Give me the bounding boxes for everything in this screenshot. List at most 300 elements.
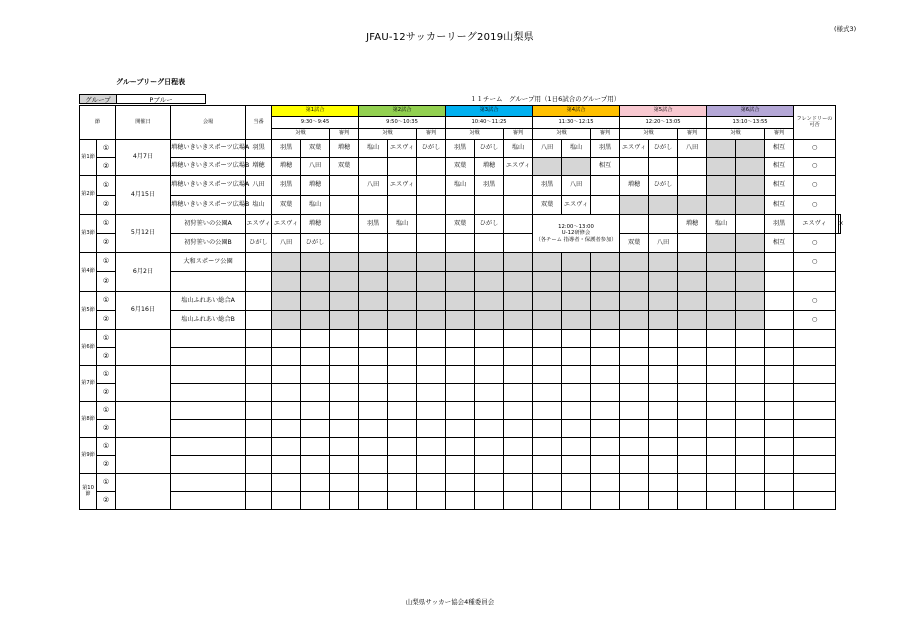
header-taisen: 対戦	[272, 129, 330, 140]
match-cell	[620, 196, 649, 215]
group-value: Pブルー	[117, 94, 206, 104]
match-cell: 塩山	[301, 196, 330, 215]
match-cell	[562, 292, 591, 311]
match-cell	[330, 330, 359, 348]
match-cell	[707, 292, 736, 311]
match-cell	[678, 438, 707, 456]
match-cell	[591, 384, 620, 402]
match-cell	[649, 311, 678, 330]
match-cell	[707, 366, 736, 384]
header-taisen: 対戦	[707, 129, 765, 140]
match-cell	[446, 492, 475, 510]
schedule-subtitle: グループリーグ日程表	[116, 78, 186, 86]
match-cell	[707, 456, 736, 474]
match-cell	[388, 402, 417, 420]
match-cell	[417, 196, 446, 215]
match-cell	[475, 492, 504, 510]
match-cell: ひがし	[475, 215, 504, 234]
match-cell	[620, 292, 649, 311]
match-cell	[446, 456, 475, 474]
match-cell	[678, 348, 707, 366]
match-cell	[562, 474, 591, 492]
match-cell: 八田	[562, 176, 591, 196]
host-team	[246, 292, 272, 311]
match-cell: エスヴィ	[794, 215, 836, 234]
match-cell	[330, 456, 359, 474]
match-cell	[504, 292, 533, 311]
match-cell	[765, 311, 794, 330]
match-cell	[504, 438, 533, 456]
sub-match-number: ②	[97, 234, 116, 253]
match-cell: 八田	[649, 234, 678, 253]
friendly-status	[794, 420, 836, 438]
match-cell	[475, 234, 504, 253]
match-cell	[736, 384, 765, 402]
match-cell	[272, 348, 301, 366]
friendly-status	[794, 492, 836, 510]
header-referee: 審判	[504, 129, 533, 140]
match-cell	[272, 272, 301, 292]
match-cell: 羽黒	[533, 176, 562, 196]
match-cell: 八田	[678, 140, 707, 158]
round-label: 第10節	[80, 474, 97, 510]
match-cell	[417, 492, 446, 510]
sub-match-number: ①	[97, 253, 116, 272]
match-cell	[591, 176, 620, 196]
match-cell	[678, 384, 707, 402]
match-cell	[359, 292, 388, 311]
match-cell	[388, 348, 417, 366]
match-cell	[417, 253, 446, 272]
match-cell	[649, 330, 678, 348]
match-cell	[330, 474, 359, 492]
match-cell	[417, 292, 446, 311]
match-cell	[330, 420, 359, 438]
match-cell: 塩山	[446, 176, 475, 196]
match-cell	[736, 456, 765, 474]
match-cell	[533, 366, 562, 384]
match-cell	[475, 474, 504, 492]
match-cell	[707, 492, 736, 510]
match-cell: 塩山	[388, 215, 417, 234]
match-cell	[330, 234, 359, 253]
match-cell	[417, 330, 446, 348]
match-cell	[591, 474, 620, 492]
match-cell	[620, 474, 649, 492]
match-cell	[591, 402, 620, 420]
round-label: 第7節	[80, 366, 97, 402]
match-cell	[736, 215, 765, 234]
header-time-5: 12:20～13:05	[620, 117, 707, 129]
venue-name	[171, 330, 246, 348]
friendly-status: ○	[794, 253, 836, 272]
match-cell	[707, 196, 736, 215]
match-cell	[330, 384, 359, 402]
friendly-status	[794, 474, 836, 492]
match-cell	[707, 176, 736, 196]
match-cell	[736, 140, 765, 158]
sub-match-number: ①	[97, 438, 116, 456]
match-cell: 羽黒	[272, 140, 301, 158]
match-cell	[736, 366, 765, 384]
header-match-2: 第2試合	[359, 106, 446, 117]
match-cell	[591, 253, 620, 272]
match-cell	[562, 272, 591, 292]
host-team: 八田	[246, 176, 272, 196]
match-cell	[591, 348, 620, 366]
match-cell	[446, 330, 475, 348]
host-team: 塩山	[246, 196, 272, 215]
match-cell	[533, 384, 562, 402]
match-cell	[533, 158, 562, 176]
match-cell	[475, 253, 504, 272]
training-note	[533, 215, 620, 253]
match-cell	[562, 366, 591, 384]
match-cell	[765, 272, 794, 292]
match-cell	[736, 253, 765, 272]
round-date: 5月12日	[116, 215, 171, 253]
host-team	[246, 456, 272, 474]
header-venue: 会場	[171, 106, 246, 140]
host-team	[246, 253, 272, 272]
match-cell	[562, 384, 591, 402]
match-cell	[388, 330, 417, 348]
round-label: 第5節	[80, 292, 97, 330]
match-cell	[591, 330, 620, 348]
match-cell	[475, 366, 504, 384]
match-cell	[591, 311, 620, 330]
match-cell	[562, 311, 591, 330]
friendly-status	[794, 438, 836, 456]
match-cell	[736, 311, 765, 330]
match-cell	[765, 438, 794, 456]
match-cell	[301, 272, 330, 292]
header-date: 開催日	[116, 106, 171, 140]
match-cell	[678, 311, 707, 330]
match-cell	[359, 492, 388, 510]
match-cell	[533, 474, 562, 492]
host-team: 増穂	[246, 158, 272, 176]
match-cell	[678, 234, 707, 253]
match-cell	[678, 492, 707, 510]
venue-name: 増穂いきいきスポーツ広場B	[171, 196, 246, 215]
match-cell: エスヴィ	[562, 196, 591, 215]
match-cell	[649, 438, 678, 456]
round-date	[116, 474, 171, 510]
training-note-line1: 12:00～13:00	[558, 223, 594, 230]
match-cell	[272, 384, 301, 402]
venue-name	[171, 366, 246, 384]
header-time-3: 10:40～11:25	[446, 117, 533, 129]
match-cell	[504, 492, 533, 510]
match-cell	[388, 492, 417, 510]
header-referee: 審判	[765, 129, 794, 140]
match-cell: 羽黒	[272, 176, 301, 196]
group-note: １１チーム グループ用（1日6試合のグループ用）	[470, 95, 621, 103]
match-cell	[504, 196, 533, 215]
match-cell	[678, 176, 707, 196]
match-cell	[707, 330, 736, 348]
match-cell	[475, 420, 504, 438]
match-cell	[446, 402, 475, 420]
match-cell	[504, 311, 533, 330]
match-cell	[301, 456, 330, 474]
match-cell	[388, 420, 417, 438]
match-cell	[736, 474, 765, 492]
match-cell	[330, 272, 359, 292]
match-cell	[620, 330, 649, 348]
round-date: 6月2日	[116, 253, 171, 292]
match-cell	[359, 272, 388, 292]
match-cell	[736, 438, 765, 456]
match-cell	[446, 438, 475, 456]
match-cell: エスヴィ	[504, 158, 533, 176]
match-cell	[620, 438, 649, 456]
match-cell	[417, 438, 446, 456]
match-cell	[562, 330, 591, 348]
match-cell	[301, 492, 330, 510]
match-cell: 双葉	[272, 196, 301, 215]
match-cell	[301, 438, 330, 456]
friendly-status: ○	[794, 140, 836, 158]
venue-name: 塩山ふれあい総合A	[171, 292, 246, 311]
match-cell: 相互	[591, 158, 620, 176]
match-cell	[417, 402, 446, 420]
match-cell: 八田	[272, 234, 301, 253]
match-cell	[620, 492, 649, 510]
match-cell	[678, 474, 707, 492]
round-date: 4月15日	[116, 176, 171, 215]
match-cell	[330, 366, 359, 384]
match-cell	[504, 384, 533, 402]
match-cell	[736, 420, 765, 438]
sub-match-number: ②	[97, 158, 116, 176]
match-cell	[301, 330, 330, 348]
friendly-status	[794, 402, 836, 420]
match-cell	[388, 456, 417, 474]
match-cell	[533, 420, 562, 438]
match-cell	[562, 402, 591, 420]
header-time-1: 9:30～9:45	[272, 117, 359, 129]
friendly-status: ○	[794, 176, 836, 196]
host-team: ひがし	[246, 234, 272, 253]
match-cell: 塩山	[504, 140, 533, 158]
match-cell	[301, 420, 330, 438]
match-cell	[765, 292, 794, 311]
match-cell	[446, 420, 475, 438]
match-cell	[765, 402, 794, 420]
match-cell	[446, 272, 475, 292]
match-cell	[388, 438, 417, 456]
host-team: 羽黒	[246, 140, 272, 158]
match-cell	[533, 348, 562, 366]
sub-match-number: ②	[97, 196, 116, 215]
match-cell	[736, 196, 765, 215]
match-cell	[707, 384, 736, 402]
match-cell	[504, 420, 533, 438]
match-cell	[330, 311, 359, 330]
round-date	[116, 402, 171, 438]
match-cell	[591, 438, 620, 456]
sub-match-number: ②	[97, 492, 116, 510]
match-cell	[330, 253, 359, 272]
match-cell	[272, 492, 301, 510]
sub-match-number: ②	[97, 272, 116, 292]
sub-match-number: ①	[97, 215, 116, 234]
form-number: (様式3)	[834, 25, 857, 33]
match-cell	[417, 420, 446, 438]
match-cell	[620, 384, 649, 402]
match-cell	[359, 438, 388, 456]
match-cell	[678, 196, 707, 215]
match-cell	[417, 348, 446, 366]
header-time-2: 9:50～10:35	[359, 117, 446, 129]
round-label: 第8節	[80, 402, 97, 438]
header-setsu: 節	[80, 106, 116, 140]
match-cell	[446, 474, 475, 492]
match-cell	[533, 456, 562, 474]
match-cell	[649, 253, 678, 272]
match-cell	[678, 402, 707, 420]
match-cell	[475, 311, 504, 330]
match-cell	[649, 348, 678, 366]
sub-match-number: ②	[97, 420, 116, 438]
friendly-status: ○	[794, 234, 836, 253]
match-cell	[330, 492, 359, 510]
venue-name: 大和スポーツ公園	[171, 253, 246, 272]
match-cell	[620, 456, 649, 474]
match-cell: 相互	[765, 140, 794, 158]
match-cell	[475, 348, 504, 366]
match-cell	[475, 330, 504, 348]
match-cell	[591, 272, 620, 292]
match-cell	[533, 330, 562, 348]
match-cell	[707, 272, 736, 292]
match-cell	[504, 234, 533, 253]
header-match-5: 第5試合	[620, 106, 707, 117]
match-cell	[301, 311, 330, 330]
match-cell	[765, 456, 794, 474]
round-date	[116, 366, 171, 402]
round-label: 第2節	[80, 176, 97, 215]
match-cell	[272, 311, 301, 330]
group-label: グループ	[79, 94, 117, 104]
match-cell	[620, 402, 649, 420]
match-cell: 羽黒	[765, 215, 794, 234]
match-cell	[649, 158, 678, 176]
footer-organization: 山梨県サッカー協会4種委員会	[405, 598, 495, 606]
friendly-status: ×	[838, 215, 841, 234]
match-cell	[562, 253, 591, 272]
match-cell	[272, 456, 301, 474]
match-cell	[736, 330, 765, 348]
match-cell	[475, 456, 504, 474]
match-cell	[359, 420, 388, 438]
match-cell: 羽黒	[475, 176, 504, 196]
match-cell	[649, 292, 678, 311]
match-cell	[765, 330, 794, 348]
match-cell	[417, 384, 446, 402]
friendly-status	[794, 384, 836, 402]
match-cell	[678, 253, 707, 272]
header-match-3: 第3試合	[446, 106, 533, 117]
match-cell	[504, 366, 533, 384]
header-match-4: 第4試合	[533, 106, 620, 117]
header-taisen: 対戦	[620, 129, 678, 140]
match-cell	[649, 402, 678, 420]
match-cell	[359, 402, 388, 420]
header-taisen: 対戦	[533, 129, 591, 140]
match-cell	[678, 456, 707, 474]
training-note-line2: U-12研修会	[561, 230, 591, 237]
sub-match-number: ②	[97, 456, 116, 474]
match-cell	[620, 158, 649, 176]
match-cell	[359, 158, 388, 176]
friendly-status	[794, 348, 836, 366]
match-cell	[388, 474, 417, 492]
match-cell: 双葉	[446, 215, 475, 234]
match-cell	[533, 272, 562, 292]
match-cell	[678, 420, 707, 438]
match-cell	[620, 272, 649, 292]
round-date	[116, 438, 171, 474]
header-taisen: 対戦	[446, 129, 504, 140]
match-cell: 増穂	[301, 176, 330, 196]
match-cell	[388, 311, 417, 330]
match-cell	[649, 272, 678, 292]
match-cell	[388, 196, 417, 215]
match-cell	[272, 253, 301, 272]
match-cell	[272, 402, 301, 420]
venue-name	[171, 474, 246, 492]
venue-name	[171, 420, 246, 438]
match-cell: 増穂	[301, 215, 330, 234]
match-cell	[678, 366, 707, 384]
match-cell	[417, 272, 446, 292]
match-cell	[649, 196, 678, 215]
schedule-table	[79, 105, 844, 510]
match-cell: 相互	[765, 176, 794, 196]
sub-match-number: ①	[97, 140, 116, 158]
header-referee: 審判	[591, 129, 620, 140]
header-time-4: 11:30～12:15	[533, 117, 620, 129]
venue-name	[171, 438, 246, 456]
match-cell	[649, 492, 678, 510]
host-team	[246, 272, 272, 292]
round-date: 4月7日	[116, 140, 171, 176]
match-cell	[446, 348, 475, 366]
match-cell	[504, 348, 533, 366]
match-cell: 双葉	[301, 140, 330, 158]
match-cell: ひがし	[301, 234, 330, 253]
round-label: 第1節	[80, 140, 97, 176]
match-cell	[591, 196, 620, 215]
match-cell	[330, 215, 359, 234]
friendly-status: ○	[794, 311, 836, 330]
match-cell	[504, 176, 533, 196]
sub-match-number: ②	[97, 348, 116, 366]
match-cell	[272, 438, 301, 456]
match-cell	[736, 292, 765, 311]
match-cell	[736, 492, 765, 510]
match-cell	[707, 311, 736, 330]
venue-name	[171, 402, 246, 420]
match-cell	[591, 492, 620, 510]
match-cell	[330, 176, 359, 196]
match-cell	[533, 311, 562, 330]
match-cell	[446, 253, 475, 272]
match-cell	[649, 456, 678, 474]
